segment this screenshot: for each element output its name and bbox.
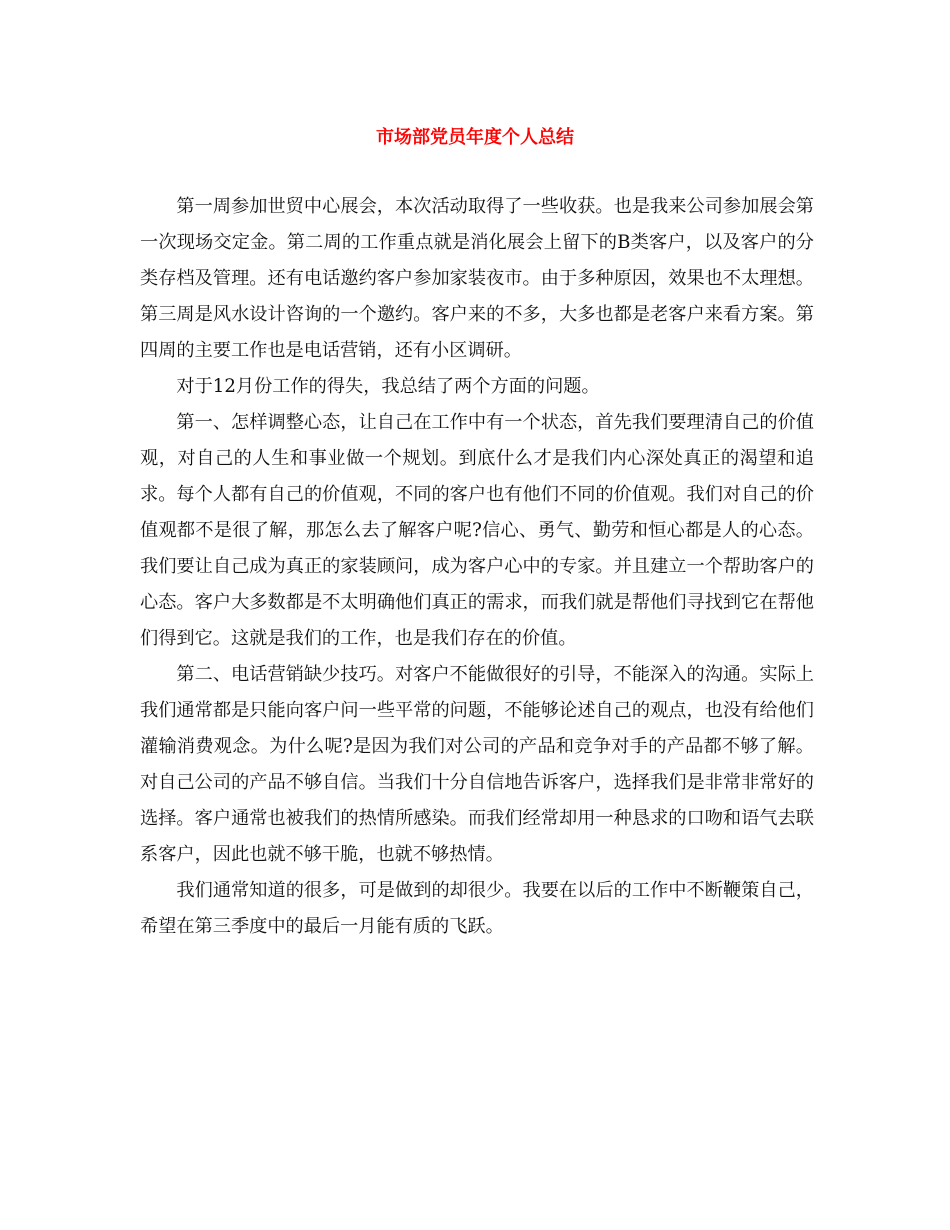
paragraph-conclusion: 我们通常知道的很多，可是做到的却很少。我要在以后的工作中不断鞭策自己，希望在第三季度中的最后一月能有质的飞跃。 [140, 880, 814, 937]
paragraph-phone-sales: 第二、电话营销缺少技巧。对客户不能做很好的引导，不能深入的沟通。实际上我们通常都是只能向客户问一些平常的问题，不能够论述自己的观点，也没有给他们灌输消费观念。为什么呢?是因为我们对公司的产品和竞争对手的产品都不够了解。对自己公司的产品不够自信。当我们十分自信地告诉客户，选择我们是非常非常好的选择。客户通常也被我们的热情所感染。而我们经常却用一种恳求的口吻和语气去联系客户，因此也就不够干脆，也就不够热情。 [140, 664, 814, 865]
document-title: 市场部党员年度个人总结 [376, 127, 574, 148]
paragraph-weekly-summary: 第一周参加世贸中心展会，本次活动取得了一些收获。也是我来公司参加展会第一次现场交定金。第二周的工作重点就是消化展会上留下的B类客户，以及客户的分类存档及管理。还有电话邀约客户参加家装夜市。由于多种原因，效果也不太理想。第三周是风水设计咨询的一个邀约。客户来的不多，大多也都是老客户来看方案。第四周的主要工作也是电话营销，还有小区调研。 [140, 196, 814, 361]
paragraph-problems-intro: 对于12月份工作的得失，我总结了两个方面的问题。 [176, 376, 600, 397]
paragraph-mindset: 第一、怎样调整心态，让自己在工作中有一个状态，首先我们要理清自己的价值观，对自己的人生和事业做一个规划。到底什么才是我们内心深处真正的渴望和追求。每个人都有自己的价值观，不同的客户也有他们不同的价值观。我们对自己的价值观都不是很了解，那怎么去了解客户呢?信心、勇气、勤劳和恒心都是人的心态。我们要让自己成为真正的家装顾问，成为客户心中的专家。并且建立一个帮助客户的心态。客户大多数都是不太明确他们真正的需求，而我们就是帮他们寻找到它在帮他们得到它。这就是我们的工作，也是我们存在的价值。 [140, 412, 814, 649]
document-body [140, 189, 814, 945]
